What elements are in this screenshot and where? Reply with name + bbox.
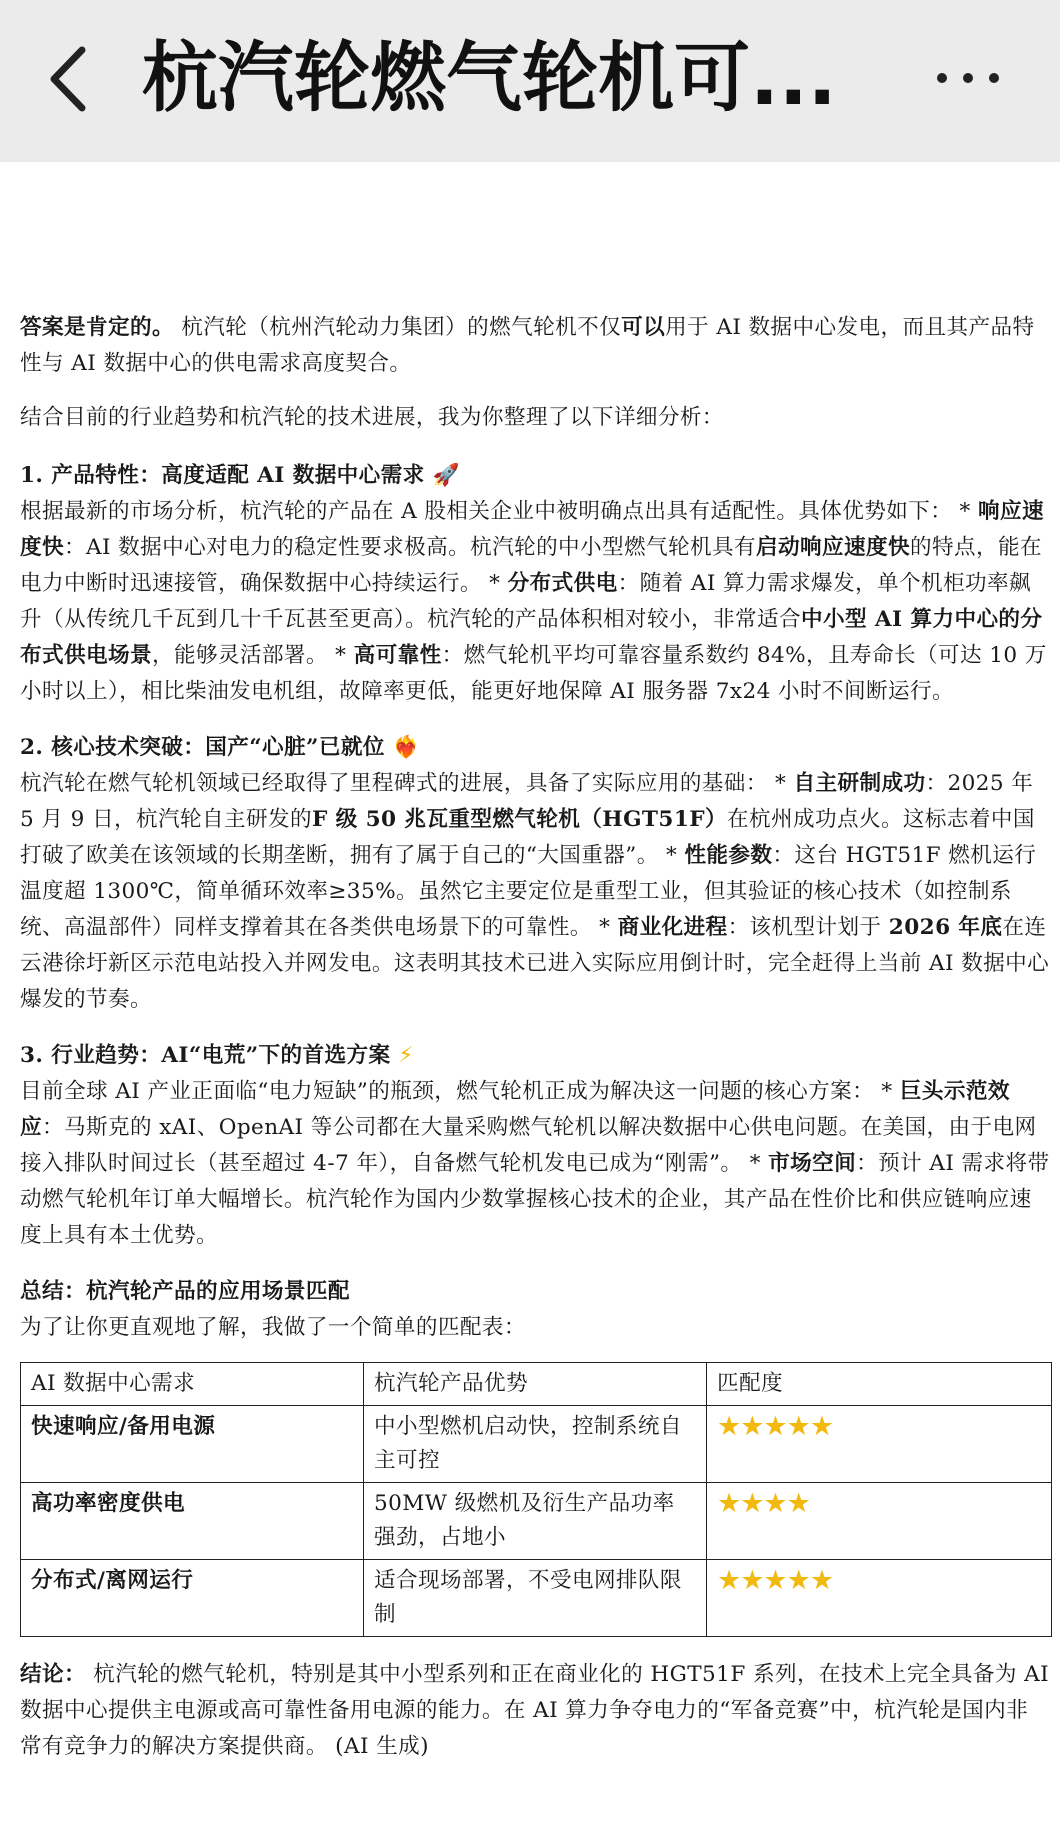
s1-bold: 高可靠性 <box>353 643 442 668</box>
s2-bold: F 级 50 兆瓦重型燃气轮机（HGT51F） <box>312 807 727 832</box>
conclusion-text: 杭汽轮的燃气轮机，特别是其中小型系列和正在商业化的 HGT51F 系列，在技术上完全具备为 AI 数据中心提供主电源或高可靠性备用电源的能力。在 AI 算力争夺电力的“军备竞赛”中，杭汽轮是国内非常有竞争力的解决方案提供商。 (AI 生成) <box>20 1662 1050 1759</box>
table-header: AI 数据中心需求 <box>21 1363 364 1406</box>
table-header: 匹配度 <box>707 1363 1052 1406</box>
intro-lead: 结合目前的行业趋势和杭汽轮的技术进展，我为你整理了以下详细分析： <box>20 405 724 430</box>
back-button[interactable] <box>38 34 98 124</box>
table-cell-need: 分布式/离网运行 <box>21 1560 364 1637</box>
table-cell-advantage: 中小型燃机启动快，控制系统自主可控 <box>364 1406 707 1483</box>
chevron-left-icon <box>38 34 98 124</box>
s1-bold: 分布式供电 <box>507 571 618 596</box>
table-cell-rating <box>707 1483 1052 1560</box>
section-2-body <box>20 766 1050 1018</box>
burning-heart-icon: ❤️‍🔥 <box>392 735 421 760</box>
section-2-heading-text: 2. 核心技术突破：国产“心脏”已就位 <box>20 735 385 760</box>
table-header: 杭汽轮产品优势 <box>364 1363 707 1406</box>
section-2-heading <box>20 730 1050 766</box>
s2-text: ：该机型计划于 <box>727 915 889 940</box>
answer-text-2: 用于 AI 数据中心发电，而且其产品特性与 AI 数据中心的供电需求高度契合。 <box>20 315 1035 376</box>
answer-bold: 答案是肯定的。 <box>20 315 174 340</box>
summary-heading: 总结：杭汽轮产品的应用场景匹配 <box>20 1279 350 1304</box>
s2-text: ：这台 HGT51F 燃机运行温度超 1300℃，简单循环效率≥35%。虽然它主要定位是重型工业，但其验证的核心技术（如控制系统、高温部件）同样支撑着其在各类供电场景下的可靠性。 * <box>20 843 1037 940</box>
rocket-icon: 🚀 <box>432 463 460 488</box>
s1-text: ：AI 数据中心对电力的稳定性要求极高。杭汽轮的中小型燃气轮机具有 <box>64 535 757 560</box>
table-row <box>21 1560 1052 1637</box>
s1-text: 根据最新的市场分析，杭汽轮的产品在 A 股相关企业中被明确点出具有适配性。具体优势如下： * <box>20 499 978 524</box>
s1-text: ：随着 AI 算力需求爆发，单个机柜功率飙升（从传统几千瓦到几十千瓦甚至更高）。杭汽轮的产品体积相对较小，非常适合 <box>20 571 1031 632</box>
section-1-heading <box>20 458 1050 494</box>
answer-bold-2: 可以 <box>621 315 666 340</box>
s3-bold: 巨头示范效应 <box>20 1079 1010 1140</box>
s1-text: ：燃气轮机平均可靠容量系数约 84%，且寿命长（可达 10 万小时以上），相比柴油发电机组，故障率更低，能更好地保障 AI 服务器 7x24 小时不间断运行。 <box>20 643 1047 704</box>
s1-bold: 启动响应速度快 <box>756 535 910 560</box>
table-row <box>21 1406 1052 1483</box>
section-3-body <box>20 1074 1050 1254</box>
more-button[interactable] <box>928 58 1008 98</box>
s3-text: ：马斯克的 xAI、OpenAI 等公司都在大量采购燃气轮机以解决数据中心供电问题。在美国，由于电网接入排队时间过长（甚至超过 4-7 年），自备燃气轮机发电已成为“刚需”。 * <box>20 1115 1037 1176</box>
intro-answer <box>20 310 1050 382</box>
table-cell-advantage: 50MW 级燃机及衍生产品功率强劲，占地小 <box>364 1483 707 1560</box>
s2-bold: 自主研制成功 <box>793 771 926 796</box>
s1-bold: 响应速度快 <box>20 499 1044 560</box>
conclusion <box>20 1657 1050 1765</box>
s2-text: 在杭州成功点火。这标志着中国打破了欧美在该领域的长期垄断，拥有了属于自己的“大国重器”。 * <box>20 807 1035 868</box>
section-1-body <box>20 494 1050 710</box>
summary-lead: 为了让你更直观地了解，我做了一个简单的匹配表： <box>20 1315 526 1340</box>
s1-text: ，能够灵活部署。 * <box>151 643 354 668</box>
top-bar <box>0 0 1060 162</box>
answer-text: 杭汽轮（杭州汽轮动力集团）的燃气轮机不仅 <box>173 315 622 340</box>
s2-bold: 2026 年底 <box>888 915 1003 940</box>
lightning-icon: ⚡ <box>398 1043 414 1068</box>
table-cell-advantage: 适合现场部署，不受电网排队限制 <box>364 1560 707 1637</box>
s3-text: 目前全球 AI 产业正面临“电力短缺”的瓶颈，燃气轮机正成为解决这一问题的核心方案： * <box>20 1079 900 1104</box>
table-cell-need: 高功率密度供电 <box>21 1483 364 1560</box>
table-cell-rating <box>707 1406 1052 1483</box>
s2-text: 在连云港徐圩新区示范电站投入并网发电。这表明其技术已进入实际应用倒计时，完全赶得上当前 AI 数据中心爆发的节奏。 <box>20 915 1050 1012</box>
table-cell-need: 快速响应/备用电源 <box>21 1406 364 1483</box>
star-rating-icon: ★★★★★ <box>717 1411 834 1442</box>
section-3-heading-text: 3. 行业趋势：AI“电荒”下的首选方案 <box>20 1043 391 1068</box>
match-table <box>20 1362 1052 1637</box>
star-rating-icon: ★★★★ <box>717 1488 810 1519</box>
section-3-heading <box>20 1038 1050 1074</box>
star-rating-icon: ★★★★★ <box>717 1565 834 1596</box>
more-horizontal-icon <box>928 83 1008 102</box>
s1-bold: 中小型 AI 算力中心的分布式供电场景 <box>20 607 1043 668</box>
s2-text: ：2025 年 5 月 9 日，杭汽轮自主研发的 <box>20 771 1034 832</box>
article-body <box>20 310 1050 1765</box>
table-row <box>21 1483 1052 1560</box>
conclusion-label: 结论： <box>20 1662 86 1687</box>
s3-text: ：预计 AI 需求将带动燃气轮机年订单大幅增长。杭汽轮作为国内少数掌握核心技术的企业，其产品在性价比和供应链响应速度上具有本土优势。 <box>20 1151 1050 1248</box>
s2-bold: 商业化进程 <box>617 915 728 940</box>
table-header-row <box>21 1363 1052 1406</box>
table-cell-rating <box>707 1560 1052 1637</box>
s1-text: 的特点，能在电力中断时迅速接管，确保数据中心持续运行。 * <box>20 535 1042 596</box>
section-1-heading-text: 1. 产品特性：高度适配 AI 数据中心需求 <box>20 463 425 488</box>
s2-bold: 性能参数 <box>684 843 773 868</box>
s3-bold: 市场空间 <box>768 1151 857 1176</box>
s2-text: 杭汽轮在燃气轮机领域已经取得了里程碑式的进展，具备了实际应用的基础： * <box>20 771 794 796</box>
page-title: 杭汽轮燃气轮机可... <box>142 33 837 122</box>
